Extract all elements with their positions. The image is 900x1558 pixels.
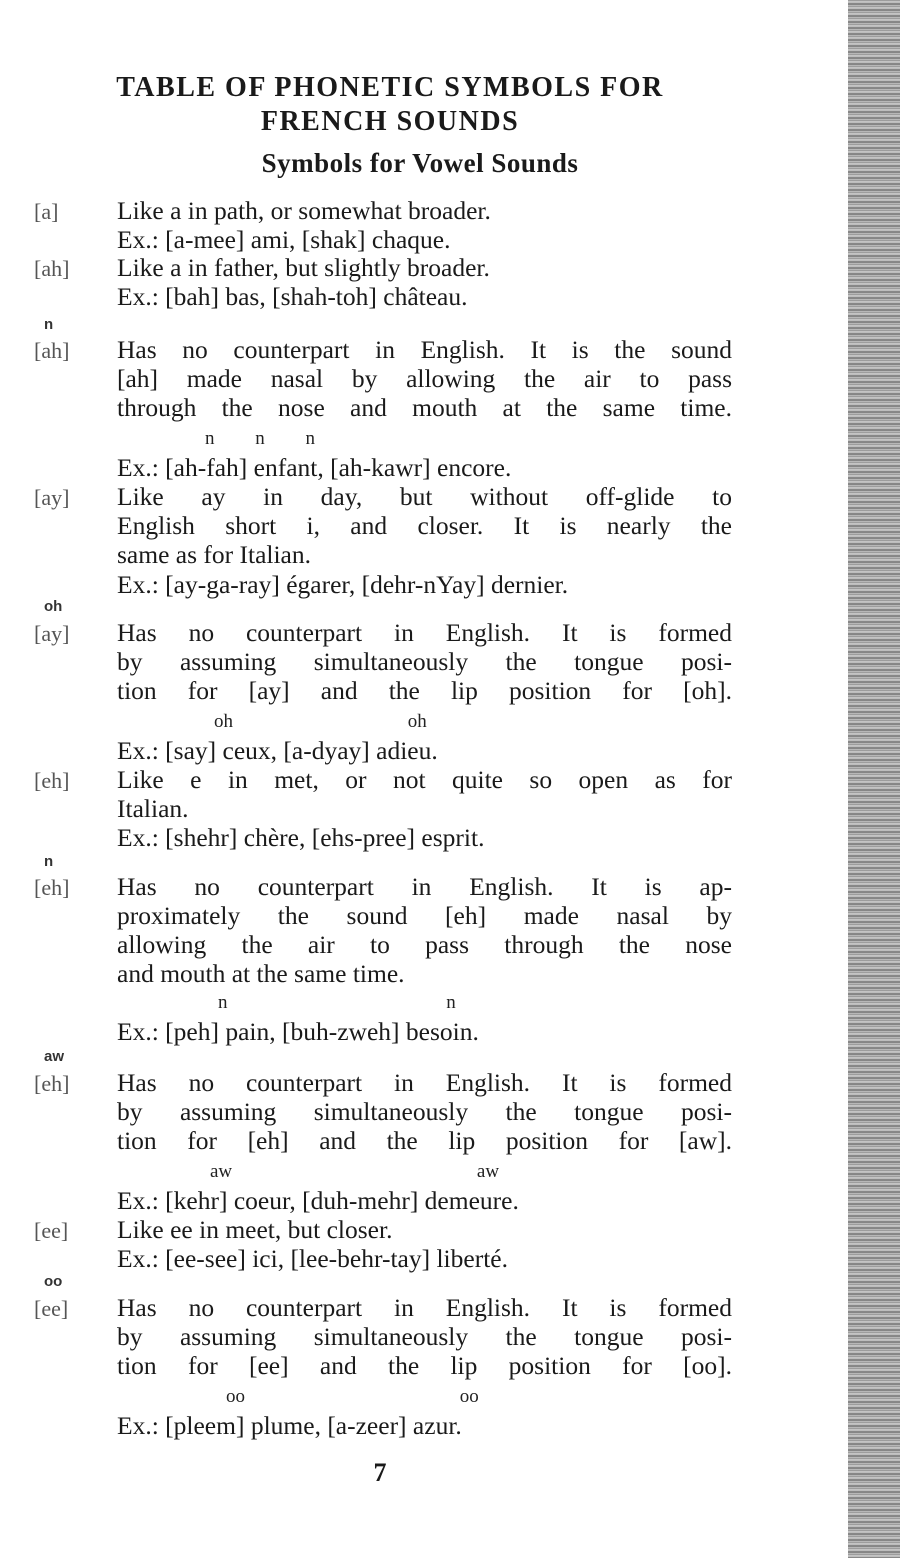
entry-line: English short i, and closer. It is nearly the [117,511,732,540]
entry-line: by assuming simultaneously the tongue posi- [117,647,732,676]
entry-line: allowing the air to pass through the nose [117,930,732,959]
entry-line: Like ay in day, but without off-glide to [117,482,732,511]
example-marks: n n n [205,428,315,449]
entry-example: Ex.: [ah-fah] enfant, [ah-kawr] encore. [117,453,512,482]
entry-line: Has no counterpart in English. It is formed [117,1293,732,1322]
entry-line: Has no counterpart in English. It is the sound [117,335,732,364]
section-subtitle: Symbols for Vowel Sounds [261,148,579,178]
page-number: 7 [373,1458,387,1487]
entry-mark: oo [44,1273,63,1290]
entry-line: [ah] made nasal by allowing the air to pass [117,364,732,393]
entry-line: same as for Italian. [117,540,312,569]
entry-line: Has no counterpart in English. It is ap- [117,872,732,901]
entry-symbol: [ah] [34,256,70,281]
entry-line: tion for [eh] and the lip position for [aw]. [117,1126,732,1155]
entry-example: Ex.: [ay-ga-ray] égarer, [dehr-nYay] dernier. [117,570,569,599]
entry-example: Ex.: [bah] bas, [shah-toh] château. [117,282,468,311]
entry-line: Like a in path, or somewhat broader. [117,196,491,225]
entry-example: Ex.: [ee-see] ici, [lee-behr-tay] liberté. [117,1244,508,1273]
example-marks: n n [218,992,456,1013]
entry-symbol: [ay] [34,621,70,646]
example-marks: oh oh [214,711,427,732]
entry-example: Ex.: [pleem] plume, [a-zeer] azur. [117,1411,462,1440]
entry-example: Ex.: [a-mee] ami, [shak] chaque. [117,225,451,254]
entry-symbol: [ee] [34,1296,69,1321]
entry-line: tion for [ay] and the lip position for [oh]. [117,676,732,705]
entry-line: through the nose and mouth at the same time. [117,393,732,422]
page-title-line-1: TABLE OF PHONETIC SYMBOLS FOR [116,72,664,103]
entry-line: Has no counterpart in English. It is formed [117,1068,732,1097]
entry-line: Like a in father, but slightly broader. [117,253,490,282]
entry-example: Ex.: [kehr] coeur, [duh-mehr] demeure. [117,1186,519,1215]
entry-line: tion for [ee] and the lip position for [oo]. [117,1351,732,1380]
entry-mark: aw [44,1048,65,1065]
entry-mark: oh [44,598,63,615]
entry-symbol: [ee] [34,1218,69,1243]
entry-line: Like e in met, or not quite so open as for [117,765,732,794]
entry-line: Like ee in meet, but closer. [117,1215,393,1244]
entry-example: Ex.: [shehr] chère, [ehs-pree] esprit. [117,823,485,852]
example-marks: oo oo [226,1386,479,1407]
entry-line: proximately the sound [eh] made nasal by [117,901,732,930]
page-title-line-2: FRENCH SOUNDS [260,106,520,137]
entry-symbol: [a] [34,199,59,224]
entry-example: Ex.: [peh] pain, [buh-zweh] besoin. [117,1017,479,1046]
entry-symbol: [eh] [34,768,70,793]
entry-symbol: [ay] [34,485,70,510]
entry-symbol: [ah] [34,338,70,363]
book-spine-edge [848,0,900,1558]
entry-example: Ex.: [say] ceux, [a-dyay] adieu. [117,736,438,765]
example-marks: aw aw [210,1161,500,1182]
entry-line: and mouth at the same time. [117,959,405,988]
entry-line: by assuming simultaneously the tongue posi- [117,1097,732,1126]
entry-symbol: [eh] [34,875,70,900]
entry-symbol: [eh] [34,1071,70,1096]
entry-line: Italian. [117,794,189,823]
entry-mark: n [44,316,54,333]
entry-line: Has no counterpart in English. It is formed [117,618,732,647]
entry-mark: n [44,853,54,870]
entry-line: by assuming simultaneously the tongue posi- [117,1322,732,1351]
